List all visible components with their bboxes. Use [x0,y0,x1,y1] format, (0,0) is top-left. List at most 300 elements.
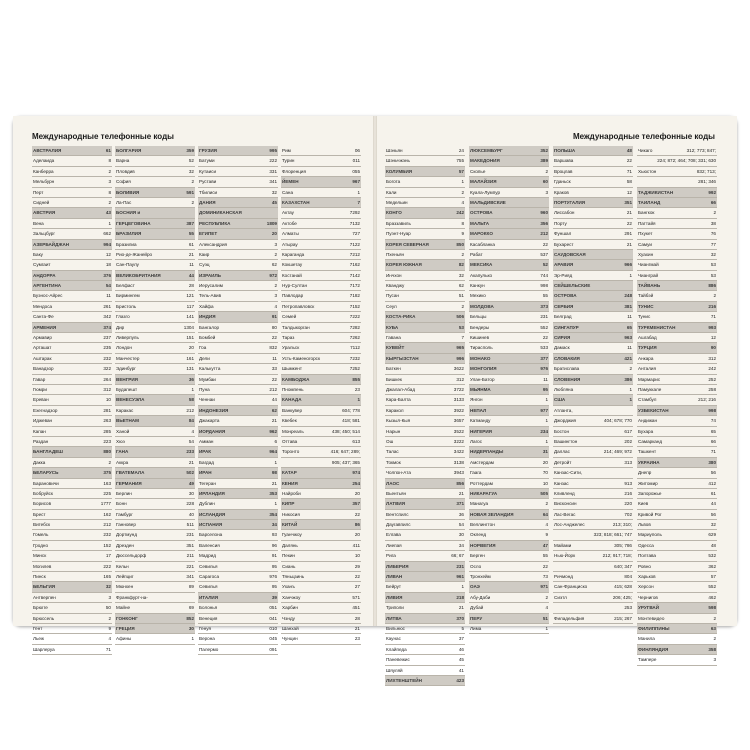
dial-code: 411 [352,542,360,548]
dial-code: 141 [186,314,194,320]
dial-code: 152 [103,542,111,548]
dial-code: 855 [352,376,360,382]
place-name: Тайбэй [638,293,654,299]
place-name: Нарын [386,428,401,434]
dial-code: 4 [108,636,111,642]
dial-code: 41 [458,667,464,673]
place-name: Гуанчжоу [282,532,302,538]
dial-code: 418; 581 [342,418,360,424]
dial-code: 312 [103,386,111,392]
country-row [637,624,717,634]
city-row [637,146,717,156]
dial-code: 206; 425; [612,594,632,600]
place-name: Атырау [282,241,298,247]
country-row [469,541,549,551]
place-name: Шэньян [386,148,403,153]
city-row [553,479,633,489]
dial-code: 11 [189,262,194,268]
city-row [281,489,361,499]
city-row [553,447,633,457]
city-row [385,250,465,260]
place-name: София [116,179,131,185]
city-row [637,468,717,478]
dial-code: 744 [540,272,548,278]
country-row [469,427,549,437]
place-name: ГОНКОНГ [116,615,138,621]
place-name: Бишкек [386,376,402,382]
city-row [281,614,361,624]
dial-code: 32 [458,272,464,278]
dial-code: 45 [271,199,277,205]
city-row [32,551,112,561]
city-row [281,229,361,239]
place-name: МОЛДОВА [470,303,494,309]
place-name: Ченнаи [199,397,215,403]
dial-code: 362 [708,563,716,569]
city-row [115,541,195,551]
city-row [281,240,361,250]
dial-code: 151 [186,335,194,341]
dial-code: 235 [103,345,111,351]
dial-code: 2 [191,179,194,185]
dial-code: 223 [103,438,111,444]
city-row [553,468,633,478]
place-name: Усть-Каменогорск [282,355,320,361]
dial-code: 1809 [266,220,277,226]
dial-code: 965 [456,345,464,351]
dial-code: 91 [271,314,277,320]
dial-code: 1 [357,189,360,195]
place-name: КОРЕЯ ЮЖНАЯ [386,262,422,268]
city-row [115,489,195,499]
country-row [637,302,717,312]
country-row [281,468,361,478]
city-row [553,156,633,166]
place-name: Вена [33,220,44,226]
place-name: Берген [470,553,485,559]
place-name: Пуэнт-Нуар [386,231,411,237]
dial-code: 2 [461,189,464,195]
dial-code: 20 [271,231,277,237]
city-row [469,333,549,343]
dial-code: 51 [542,615,548,621]
place-name: Верона [199,636,215,642]
country-row [469,582,549,592]
country-row [32,281,112,291]
city-row [198,437,278,447]
dial-code: 71 [105,646,111,652]
place-name: Пхеньян [386,251,405,257]
city-row [553,437,633,447]
city-row [469,499,549,509]
dial-code: 71 [710,314,716,320]
city-row [553,593,633,603]
place-name: Ашгабад [638,335,657,341]
place-name: МАРОККО [470,231,493,237]
dial-code: 1 [545,418,548,424]
place-name: БОЛИВИЯ [116,189,140,195]
dial-code: 3657 [453,418,464,424]
country-row [115,479,195,489]
dial-code: 22 [626,220,632,226]
dial-code: 21 [626,241,632,247]
place-name: Сан-Паулу [116,262,139,268]
city-row [281,312,361,322]
city-row [198,634,278,644]
city-row [553,427,633,437]
dial-code: 71 [710,449,716,455]
dial-code: 3 [274,241,277,247]
country-row [385,312,465,322]
place-name: Тараз [282,335,295,341]
country-row [32,582,112,592]
country-row [198,489,278,499]
place-name: Льеж [33,636,44,642]
city-row [469,458,549,468]
city-row [385,219,465,229]
place-name: Каракол [386,407,404,413]
city-row [637,479,717,489]
city-row [32,634,112,644]
dial-code: 3 [545,189,548,195]
place-name: Дубай [470,605,484,611]
city-row [637,582,717,592]
dial-code: 3 [713,657,716,663]
city-row [385,291,465,301]
dial-code: 352 [540,148,548,153]
city-row [281,572,361,582]
city-row [32,624,112,634]
place-name: ЛАОС [386,480,400,486]
place-name: Киев [638,501,649,507]
dial-code: 354 [269,511,277,517]
country-row [553,302,633,312]
dial-code: 34 [458,542,464,548]
code-column [553,146,633,624]
dial-code: 64 [542,511,548,517]
city-row [32,479,112,489]
country-row [198,208,278,218]
place-name: Барановичи [33,480,59,486]
city-row [385,198,465,208]
place-name: Окленд [470,532,487,538]
place-name: Ханой [116,428,130,434]
city-row [281,593,361,603]
dial-code: 8 [108,189,111,195]
country-row [637,603,717,613]
place-name: МАЛЬДИВСКИЕ [470,199,506,205]
country-row [385,343,465,353]
dial-code: 54 [458,522,464,528]
place-name: Дюссельдорф [116,553,147,559]
place-name: Лас-Вегас [554,511,576,517]
place-name: Торонто [282,449,300,455]
dial-code: 7122 [349,241,360,247]
dial-code: 28 [188,283,194,289]
place-name: Раздан [33,438,49,444]
place-name: КИТАЙ [282,522,298,528]
place-name: ЛИХТЕНШТЕЙН [386,677,422,683]
dial-code: 011 [352,158,360,164]
city-row [32,354,112,364]
country-row [385,479,465,489]
dial-code: 7152 [349,303,360,309]
dial-code: 22 [271,335,277,341]
place-name: Венеция [199,615,218,621]
dial-code: 375 [103,470,111,476]
dial-code: 2 [191,199,194,205]
place-name: Медельин [386,199,408,205]
city-row [637,177,717,187]
country-row [32,468,112,478]
city-row [281,582,361,592]
code-column [469,146,549,634]
place-name: СЛОВЕНИЯ [554,376,581,382]
dial-code: 9 [545,532,548,538]
place-name: Аделаида [33,158,55,164]
place-name: Памуккале [638,386,662,392]
dial-code: 117 [186,303,194,309]
place-name: Мендоса [33,303,53,309]
dial-code: 342 [103,314,111,320]
dial-code: 552 [540,324,548,330]
dial-code: 281; 346 [698,179,716,185]
city-row [115,582,195,592]
dial-code: 5 [461,625,464,631]
city-row [553,530,633,540]
dial-code: 041 [269,615,277,621]
dial-code: 74 [710,418,716,424]
city-row [469,250,549,260]
place-name: Бельцы [470,314,487,320]
place-name: Петропавловск [282,303,315,309]
dial-code: 1 [545,397,548,403]
dial-code: 1 [629,397,632,403]
city-row [469,520,549,530]
city-row [637,250,717,260]
dial-code: 2 [274,251,277,257]
place-name: Пномпень [282,386,304,392]
place-name: Эдинбург [116,366,136,372]
dial-code: 3138 [453,459,464,465]
dial-code: 374 [103,324,111,330]
place-name: Джалал-Абад [386,386,416,392]
city-row [115,603,195,613]
dial-code: 7252 [349,366,360,372]
place-name: Баткен [386,366,401,372]
place-name: Барселона [199,532,223,538]
dial-code: 7222 [349,314,360,320]
city-row [469,343,549,353]
country-row [198,229,278,239]
place-name: Хюэ [116,438,125,444]
place-name: РЕСПУБЛИКА [199,220,231,226]
dial-code: 960 [540,210,548,216]
place-name: ТУНИС [638,303,654,309]
city-row [281,458,361,468]
city-row [385,541,465,551]
city-row [281,562,361,572]
country-row [469,177,549,187]
place-name: Зальцбург [33,231,56,237]
place-name: ПОРТУГАЛИЯ [554,199,586,205]
place-name: Пинск [33,574,46,580]
dial-code: 86 [354,522,360,528]
city-row [553,364,633,374]
dial-code: 23 [354,636,360,642]
country-row [553,250,633,260]
country-row [637,645,717,655]
place-name: Житомир [638,480,658,486]
city-row [469,188,549,198]
dial-code: 232 [103,355,111,361]
place-name: ДАНИЯ [199,199,216,205]
dial-code: 212 [186,407,194,413]
city-row [637,156,717,166]
dial-code: 2 [713,636,716,642]
dial-code: 4 [545,605,548,611]
place-name: Нью-Йорк [554,553,576,559]
place-name: Варна [116,158,130,164]
city-row [469,562,549,572]
place-name: Сумгаит [33,262,51,268]
dial-code: 50 [105,605,111,611]
dial-code: 974 [352,470,360,476]
place-name: Катманду [470,418,491,424]
dial-code: 34 [271,522,277,528]
city-row [469,395,549,405]
place-name: Ванадзор [33,366,54,372]
place-name: Дрезден [116,542,134,548]
place-name: Валенсия [199,542,220,548]
dial-code: 993 [708,324,716,330]
city-row [553,406,633,416]
place-name: Оттава [282,438,298,444]
dial-code: 3522 [453,428,464,434]
dial-code: 220 [624,501,632,507]
dial-code: 992 [708,189,716,195]
place-name: Янгон [470,397,483,403]
city-row [281,385,361,395]
dial-code: 23 [354,386,360,392]
place-name: Болонья [199,605,218,611]
place-name: Паттайя [638,220,656,226]
place-name: ИРАН [199,470,212,476]
dial-code: 377 [540,355,548,361]
country-row [32,447,112,457]
place-name: Гавана [386,335,401,341]
place-name: Багдад [199,459,214,465]
city-row [281,323,361,333]
city-row [281,281,361,291]
place-name: ИСПАНИЯ [199,522,223,528]
place-name: Никосия [282,511,300,517]
dial-code: 976 [269,574,277,580]
city-row [385,177,465,187]
country-row [637,343,717,353]
place-name: Богота [386,179,401,185]
place-name: Триполи [386,605,404,611]
dial-code: 511 [186,522,194,528]
city-row [469,312,549,322]
city-row [281,250,361,260]
dial-code: 313 [624,459,632,465]
city-row [32,530,112,540]
dial-code: 52 [188,158,194,164]
notebook-spread [13,116,737,683]
dial-code: 7172 [349,283,360,289]
place-name: КОСТА-РИКА [386,314,416,320]
city-row [637,634,717,644]
place-name: Майне [116,605,131,611]
dial-code: 505 [540,490,548,496]
dial-code: 76 [710,231,716,237]
place-name: Ханчжоу [282,594,301,600]
place-name: Вьентьян [386,490,407,496]
place-name: КОЛУМБИЯ [386,168,413,174]
city-row [281,603,361,613]
country-row [469,260,549,270]
country-row [198,468,278,478]
place-name: Ричмонд [554,574,573,580]
place-name: Харбин [282,605,298,611]
place-name: Ла-Пас [116,199,132,205]
dial-code: 856 [456,480,464,486]
city-row [32,395,112,405]
dial-code: 55 [542,553,548,559]
city-row [553,582,633,592]
place-name: ВЬЕТНАМ [116,418,139,424]
place-name: Куала-Лумпур [470,189,500,195]
dial-code: 462 [708,594,716,600]
place-name: Инчхон [386,272,402,278]
place-name: Вентспилс [386,511,409,517]
city-row [115,551,195,561]
dial-code: 552 [708,584,716,590]
dial-code: 222 [103,563,111,569]
place-name: Алматы [282,231,299,237]
dial-code: 53 [710,262,716,268]
right-page-title: Международные телефонные коды [573,132,715,141]
dial-code: 971 [540,584,548,590]
dial-code: 055 [352,168,360,174]
country-row [553,323,633,333]
city-row [637,291,717,301]
place-name: Лагос [470,438,482,444]
place-name: Клайпеда [386,646,407,652]
place-name: Бендеры [470,324,490,330]
city-row [32,167,112,177]
city-row [32,198,112,208]
city-row [385,458,465,468]
place-name: Каунас [386,636,401,642]
place-name: Вильнюс [386,625,405,631]
city-row [281,416,361,426]
dial-code: 2 [108,615,111,621]
place-name: Бухарест [554,241,574,247]
dial-code: 57 [458,168,464,174]
place-name: МЬЯНМА [470,386,491,392]
dial-code: 30 [458,532,464,538]
city-row [32,343,112,353]
dial-code: 4 [461,199,464,205]
dial-code: 54 [188,438,194,444]
dial-code: 51 [458,293,464,299]
dial-code: 2 [274,283,277,289]
place-name: ИЗРАИЛЬ [199,272,221,278]
country-row [469,354,549,364]
place-name: Шяуляй [386,667,403,673]
